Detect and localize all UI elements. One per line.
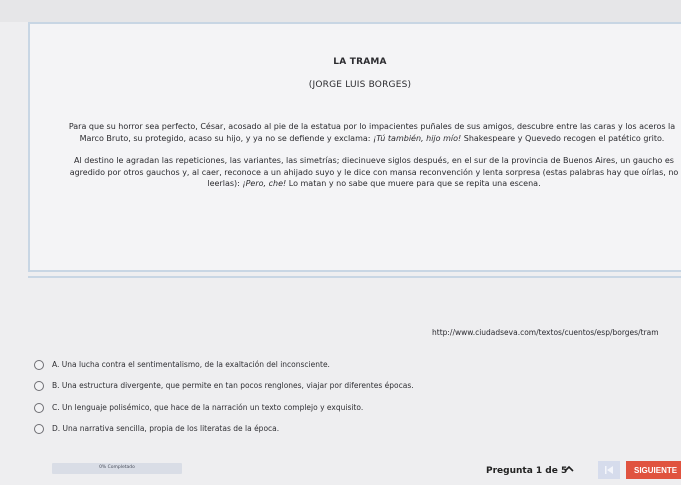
passage-paragraph-2 <box>44 155 681 190</box>
radio-icon[interactable] <box>34 381 44 391</box>
next-button[interactable]: SIGUIENTE <box>626 461 681 479</box>
passage-line <box>44 155 681 167</box>
passage-line <box>42 133 681 145</box>
passage-text: Marco Bruto, su protegido, acaso su hijo, y ya no se defiende y exclama: <box>79 133 374 143</box>
passage-title: LA TRAMA <box>333 57 387 67</box>
passage-box <box>28 22 681 272</box>
source-link[interactable]: http://www.ciudadseva.com/textos/cuentos/esp/borges/tram <box>432 328 659 337</box>
option-label: A. Una lucha contra el sentimentalismo, de la exaltación del inconsciente. <box>52 360 330 369</box>
passage-text: Para que su horror sea perfecto, César, acosado al pie de la estatua por lo impacientes puñales de sus amigos, descubre entre las caras y los aceros la <box>68 122 676 131</box>
top-strip <box>0 0 681 22</box>
radio-icon[interactable] <box>34 424 44 434</box>
question-counter: Pregunta 1 de 5 <box>486 466 568 476</box>
passage-line <box>44 178 681 190</box>
passage-line <box>42 121 681 133</box>
passage-line <box>44 167 681 179</box>
previous-button[interactable] <box>598 461 620 479</box>
passage-text: Shakespeare y Quevedo recogen el patético grito. <box>461 133 665 143</box>
passage-italic-text: ¡Pero, che! <box>242 179 287 188</box>
passage-author: (JORGE LUIS BORGES) <box>308 80 412 90</box>
passage-paragraph-1 <box>42 121 681 144</box>
section-divider <box>28 276 681 278</box>
skip-back-icon <box>598 461 620 479</box>
passage-text: Lo matan y no sabe que muere para que se repita una escena. <box>286 179 541 188</box>
option-label: C. Un lenguaje polisémico, que hace de la narración un texto complejo y exquisito. <box>52 403 364 412</box>
radio-icon[interactable] <box>34 360 44 370</box>
option-label: D. Una narrativa sencilla, propia de los literatas de la época. <box>52 424 280 433</box>
passage-text: agredido por otros gauchos y, al caer, reconoce a un ahijado suyo y le dice con mansa reconvención y lenta sorpresa (estas palabras hay que oírlas, no <box>69 167 679 177</box>
passage-text: leerlas): <box>207 179 243 188</box>
progress-text: 0% Completado <box>99 465 135 470</box>
radio-icon[interactable] <box>34 403 44 413</box>
chevron-up-icon[interactable] <box>563 463 575 475</box>
passage-text: Al destino le agradan las repeticiones, las variantes, las simetrías; diecinueve siglos después, en el sur de la provincia de Buenos Aires, un gaucho es <box>74 156 674 165</box>
passage-italic-text: ¡Tú también, hijo mío! <box>373 133 462 143</box>
progress-bar <box>52 463 182 474</box>
option-label: B. Una estructura divergente, que permite en tan pocos renglones, viajar por diferentes épocas. <box>52 381 414 390</box>
